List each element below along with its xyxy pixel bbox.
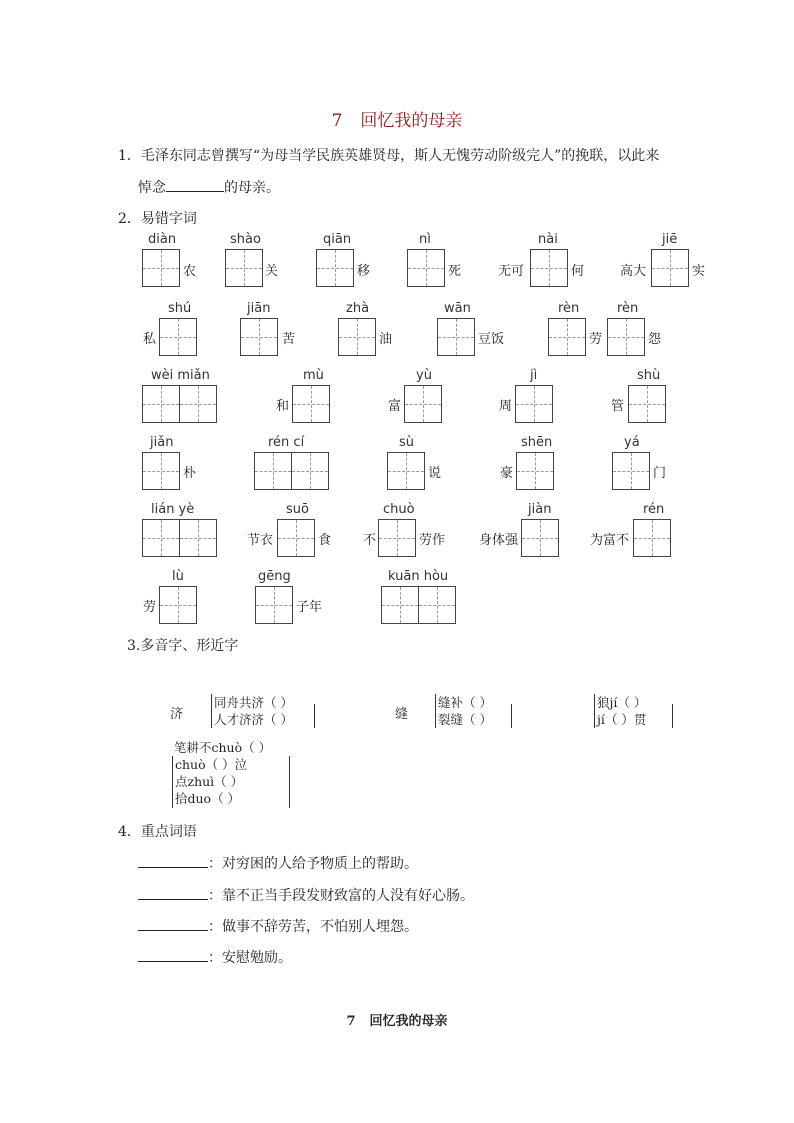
- pinyin: jiē: [662, 232, 678, 247]
- writing-box[interactable]: [633, 519, 671, 557]
- q4-definition: ：安慰勉励。: [208, 950, 292, 966]
- writing-box[interactable]: [142, 249, 180, 287]
- word-part: 节衣: [247, 533, 274, 548]
- writing-box[interactable]: [418, 586, 456, 624]
- pinyin: yá: [624, 435, 640, 450]
- q4-definition: ：对穷困的人给予物质上的帮助。: [208, 856, 418, 872]
- footer-title: 回忆我的母亲: [369, 1014, 448, 1029]
- pinyin: rèn: [558, 301, 580, 316]
- writing-box[interactable]: [225, 249, 263, 287]
- lesson-title: 回忆我的母亲: [360, 111, 463, 131]
- word-part: 朴: [183, 466, 197, 481]
- word-part: 不: [363, 533, 377, 548]
- pinyin: wèi miǎn: [151, 368, 210, 383]
- word-part: 说: [428, 466, 442, 481]
- word-part: 劳: [143, 600, 157, 615]
- pinyin: chuò: [383, 502, 415, 517]
- q4-item: [138, 885, 474, 905]
- writing-box[interactable]: [628, 385, 666, 423]
- pinyin: sù: [399, 435, 415, 450]
- writing-box[interactable]: [179, 519, 217, 557]
- writing-box[interactable]: [381, 586, 419, 624]
- pinyin: jì: [530, 368, 538, 383]
- word-part: 怨: [648, 332, 662, 347]
- word-part: 周: [499, 399, 513, 414]
- pinyin: jiǎn: [150, 435, 174, 450]
- word-part: 农: [183, 264, 197, 279]
- page-title: [0, 106, 794, 131]
- writing-box[interactable]: [142, 519, 180, 557]
- word-part: 食: [318, 533, 332, 548]
- word-part: 门: [653, 466, 667, 481]
- word-part: 关: [265, 264, 279, 279]
- writing-box[interactable]: [521, 519, 559, 557]
- option-line: 裂缝（ ）: [438, 712, 492, 727]
- right-bar: [672, 704, 673, 728]
- right-bar: [289, 756, 290, 808]
- word-part: 管: [611, 399, 625, 414]
- left-brace: [172, 756, 173, 808]
- writing-box[interactable]: [338, 318, 376, 356]
- word-part: 何: [571, 264, 585, 279]
- pinyin: lù: [172, 569, 184, 584]
- pinyin: gēng: [258, 569, 291, 584]
- q4-item: [138, 853, 418, 873]
- answer-section-title: [0, 1010, 794, 1029]
- writing-box[interactable]: [378, 519, 416, 557]
- q4-item: [138, 947, 292, 967]
- pinyin: jiān: [247, 301, 271, 316]
- writing-box[interactable]: [142, 385, 180, 423]
- writing-box[interactable]: [407, 249, 445, 287]
- right-bar: [314, 704, 315, 728]
- word-part: 劳: [589, 332, 603, 347]
- word-part: 子年: [296, 600, 323, 615]
- pinyin: shú: [168, 301, 192, 316]
- word-part: 富: [388, 399, 402, 414]
- pinyin: qiān: [323, 232, 352, 247]
- word-part: 移: [357, 264, 371, 279]
- pinyin: shēn: [521, 435, 553, 450]
- q1-pre: 悼念: [138, 180, 166, 196]
- q4-item: [138, 916, 418, 936]
- lesson-number: 7: [331, 111, 343, 131]
- option-line: 同舟共济（ ）: [214, 695, 293, 710]
- right-bar: [511, 704, 512, 728]
- word-part: 苦: [282, 332, 296, 347]
- q1-line1: 1．毛泽东同志曾撰写“为母当学民族英雄贤母，斯人无愧劳动阶级完人”的挽联，以此来: [118, 148, 660, 164]
- writing-box[interactable]: [277, 519, 315, 557]
- pinyin: yù: [416, 368, 432, 383]
- q4-definition: ：做事不辞劳苦，不怕别人埋怨。: [208, 919, 418, 935]
- pinyin: jiàn: [528, 502, 552, 517]
- answer-blank[interactable]: [138, 947, 208, 962]
- option-line: 狼jí（ ）: [597, 695, 647, 710]
- writing-box[interactable]: [179, 385, 217, 423]
- word-part: 无可: [498, 264, 525, 279]
- writing-box[interactable]: [437, 318, 475, 356]
- option-line: 缝补（ ）: [438, 695, 492, 710]
- q1-line2: [138, 177, 280, 197]
- writing-box[interactable]: [387, 452, 425, 490]
- left-brace: [435, 694, 436, 728]
- option-line: jí（ ）贯: [597, 712, 647, 727]
- pinyin: lián yè: [151, 502, 195, 517]
- left-brace: [594, 694, 595, 728]
- pinyin: kuān hòu: [388, 569, 449, 584]
- left-brace: [211, 694, 212, 728]
- pinyin: shào: [230, 232, 261, 247]
- polyphone-head: 济: [170, 707, 184, 722]
- writing-box[interactable]: [255, 586, 293, 624]
- option-line: 点zhuì（ ）: [175, 774, 244, 789]
- q3-heading: 3.多音字、形近字: [127, 638, 239, 654]
- writing-box[interactable]: [254, 452, 292, 490]
- writing-box[interactable]: [530, 249, 568, 287]
- pinyin: diàn: [148, 232, 177, 247]
- writing-box[interactable]: [515, 385, 553, 423]
- q2-heading: 2．易错字词: [118, 211, 197, 227]
- pinyin: rèn: [617, 301, 639, 316]
- writing-box[interactable]: [516, 452, 554, 490]
- word-part: 身体强: [479, 533, 519, 548]
- word-part: 豆饭: [478, 332, 505, 347]
- word-part: 死: [448, 264, 462, 279]
- q1-blank[interactable]: [166, 177, 224, 192]
- word-part: 油: [379, 332, 393, 347]
- option-line: 人才济济（ ）: [214, 712, 293, 727]
- answer-blank[interactable]: [138, 916, 208, 931]
- writing-box[interactable]: [316, 249, 354, 287]
- writing-box[interactable]: [548, 318, 586, 356]
- word-part: 私: [143, 332, 157, 347]
- writing-box[interactable]: [159, 586, 197, 624]
- answer-blank[interactable]: [138, 885, 208, 900]
- pinyin: wān: [444, 301, 471, 316]
- pinyin: nì: [419, 232, 431, 247]
- writing-box[interactable]: [607, 318, 645, 356]
- pinyin: nài: [538, 232, 558, 247]
- pinyin: rén: [643, 502, 665, 517]
- pinyin: shù: [637, 368, 661, 383]
- word-part: 和: [276, 399, 290, 414]
- word-part: 为富不: [590, 533, 630, 548]
- option-line: chuò（ ）泣: [175, 757, 248, 772]
- writing-box[interactable]: [291, 452, 329, 490]
- pinyin: suō: [286, 502, 309, 517]
- footer-number: 7: [346, 1014, 356, 1029]
- word-part: 高大: [620, 264, 647, 279]
- word-part: 劳作: [419, 533, 446, 548]
- q4-definition: ：靠不正当手段发财致富的人没有好心肠。: [208, 888, 474, 904]
- writing-box[interactable]: [292, 385, 330, 423]
- writing-box[interactable]: [159, 318, 197, 356]
- option-line: 拾duo（ ）: [175, 791, 241, 806]
- word-part: 豪: [500, 466, 514, 481]
- polyphone-head: 缝: [395, 707, 409, 722]
- writing-box[interactable]: [612, 452, 650, 490]
- q1-post: 的母亲。: [224, 180, 280, 196]
- word-part: 实: [692, 264, 706, 279]
- option-line: 笔耕不chuò（ ）: [174, 740, 272, 755]
- pinyin: zhà: [346, 301, 370, 316]
- writing-box[interactable]: [240, 318, 278, 356]
- writing-box[interactable]: [404, 385, 442, 423]
- writing-box[interactable]: [142, 452, 180, 490]
- answer-blank[interactable]: [138, 853, 208, 868]
- q4-heading: 4．重点词语: [118, 824, 197, 840]
- pinyin: mù: [303, 368, 324, 383]
- pinyin: rén cí: [268, 435, 305, 450]
- writing-box[interactable]: [651, 249, 689, 287]
